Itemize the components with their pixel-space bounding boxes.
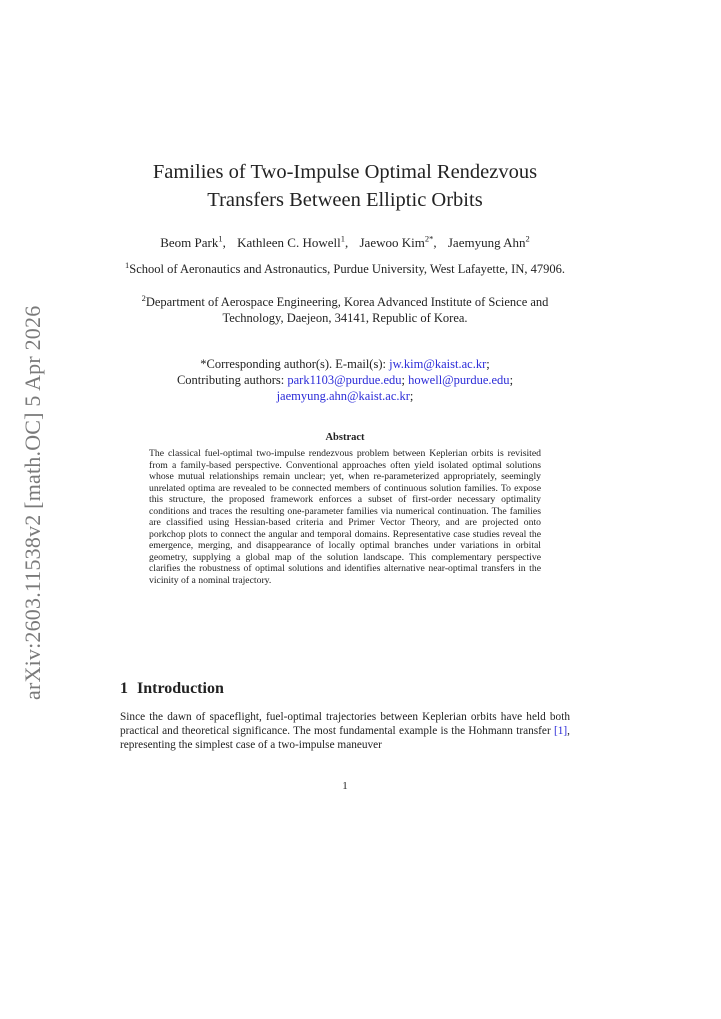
email-link-howell[interactable]: howell@purdue.edu <box>408 373 510 387</box>
contact-block <box>120 356 570 404</box>
affiliation-mark: 1 <box>125 259 130 270</box>
email-link-ahn[interactable]: jaemyung.ahn@kaist.ac.kr <box>276 389 410 403</box>
author-2: Kathleen C. Howell$^1$, <box>237 233 349 250</box>
contributing-authors-line-2 <box>120 388 570 404</box>
abstract-heading: Abstract <box>325 432 365 443</box>
punctuation: ; <box>509 373 514 387</box>
intro-text-part-2: , representing the simplest case of a two-impulse maneuver <box>120 725 570 751</box>
section-number: 1 <box>120 680 128 697</box>
abstract-text: The classical fuel-optimal two-impulse rendezvous problem between Keplerian orbits is revisited from a family-based perspective. Conventional approaches often yield isolated optimal solutions whose mutual relationships remain unclear; yet, when re-parameterized appropriately, seemingly unrelated optima are revealed to be connected members of continuous solution families. To expose this structure, the proposed framework enforces a subset of first-order necessary optimality conditions and traces the resulting one-parameter families via numerical continuation. The families are classified using Hessian-based criteria and Primer Vector Theory, and are projected onto porkchop plots to connect the angular and temporal domains. Representative case studies reveal the emergence, merging, and disappearance of locally optimal branches under variations in orbital geometry, supplying a global map of the solution landscape. This complementary perspective clarifies the robustness of optimal solutions and identifies alternative near-optimal transfers in the vicinity of a nominal trajectory. <box>149 448 541 586</box>
title-line-1: Families of Two-Impulse Optimal Rendezvous <box>152 161 538 183</box>
contributing-authors-line <box>120 372 570 388</box>
author-affil-mark: 2* <box>424 233 434 244</box>
author-list <box>100 235 590 251</box>
corresponding-author-line <box>120 356 570 372</box>
citation-link-1[interactable]: [1] <box>553 725 568 737</box>
author-affil-mark: 1 <box>340 233 345 244</box>
affiliation-text: Department of Aerospace Engineering, Korea Advanced Institute of Science and Technology, Daejeon, 34141, Republic of Korea. <box>145 295 549 325</box>
author-name: Beom Park <box>160 235 219 250</box>
affiliation-1 <box>120 261 570 277</box>
affiliation-2 <box>120 294 570 326</box>
email-link-park[interactable]: park1103@purdue.edu <box>287 373 402 387</box>
affiliation-text: School of Aeronautics and Astronautics, Purdue University, West Lafayette, IN, 47906. <box>129 262 565 276</box>
affiliation-mark: 2 <box>141 292 146 303</box>
author-name: Kathleen C. Howell <box>237 235 341 250</box>
author-name: Jaemyung Ahn <box>447 235 526 250</box>
corresponding-label: *Corresponding author(s). E-mail(s): <box>200 357 390 371</box>
contributing-label: Contributing authors: <box>176 373 288 387</box>
section-heading-introduction <box>120 680 224 698</box>
author-1: Beom Park$^1$, <box>160 233 226 250</box>
author-affil-mark: 2 <box>525 233 530 244</box>
punctuation: ; <box>486 357 490 371</box>
punctuation: ; <box>409 389 414 403</box>
corresponding-email-link[interactable]: jw.kim@kaist.ac.kr <box>389 357 487 371</box>
introduction-paragraph <box>120 710 570 752</box>
punctuation: ; <box>401 373 409 387</box>
author-affil-mark: 1 <box>218 233 223 244</box>
paper-title <box>120 158 570 214</box>
page-number: 1 <box>342 780 348 792</box>
author-name: Jaewoo Kim <box>359 235 425 250</box>
intro-text-part-1: Since the dawn of spaceflight, fuel-optimal trajectories between Keplerian orbits have held both practical and theoretical significance. The most fundamental example is the Hohmann transfer <box>120 711 570 737</box>
title-line-2: Transfers Between Elliptic Orbits <box>207 189 483 211</box>
section-title: Introduction <box>137 680 224 697</box>
author-4 <box>448 235 530 250</box>
author-3: Jaewoo Kim$^{2*}$, <box>359 233 437 250</box>
arxiv-identifier-stamp: arXiv:2603.11538v2 [math.OC] 5 Apr 2026 <box>20 305 45 700</box>
